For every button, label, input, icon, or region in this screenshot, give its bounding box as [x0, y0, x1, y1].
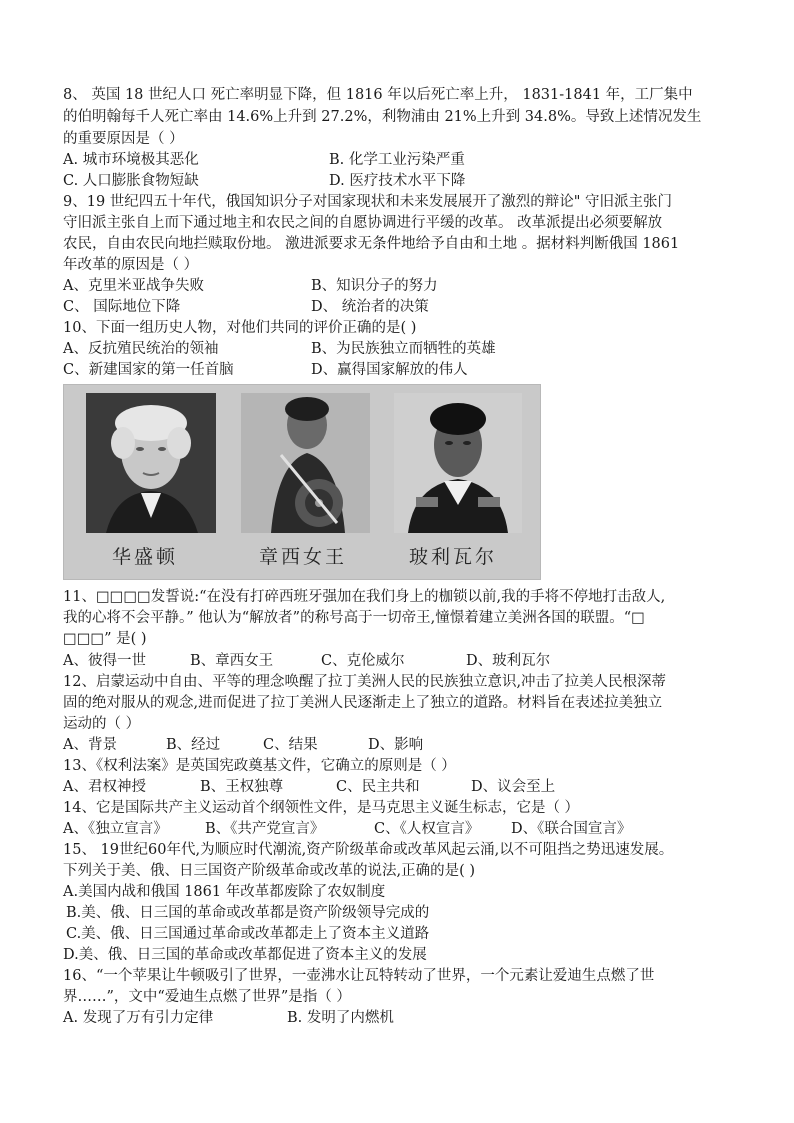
q8-stem-line2: 的伯明翰每千人死亡率由 14.6%上升到 27.2%，利物浦由 21%上升到 34.8%。导致上述情况发生 — [63, 109, 702, 125]
q11-stem-line3: □□□” 是( ) — [63, 631, 147, 647]
q8-option-c: C. 人口膨胀食物短缺 — [63, 173, 199, 189]
q12-stem-line1: 12、启蒙运动中自由、平等的理念唤醒了拉丁美洲人民的民族独立意识,冲击了拉美人民根深蒂 — [63, 674, 667, 690]
q11-option-c: C、克伦威尔 — [321, 653, 405, 669]
q8-stem-line1: 8、 英国 18 世纪人口 死亡率明显下降，但 1816 年以后死亡率上升， 1831-1841 年，工厂集中 — [63, 87, 693, 103]
q9-stem-line2: 守旧派主张自上而下通过地主和农民之间的自愿协调进行平缓的改革。 改革派提出必须要解放 — [63, 215, 663, 231]
q13-stem-line1: 13、《权利法案》是英国宪政奠基文件，它确立的原则是（ ） — [63, 758, 456, 774]
q14-option-b: B、《共产党宣言》 — [205, 821, 325, 837]
q15-stem-line2: 下列关于美、俄、日三国资产阶级革命或改革的说法,正确的是( ) — [63, 863, 476, 879]
q12-option-b: B、经过 — [166, 737, 221, 753]
q9-option-d: D、 统治者的决策 — [311, 299, 429, 315]
q14-stem-line1: 14、它是国际共产主义运动首个纲领性文件，是马克思主义诞生标志，它是（ ） — [63, 800, 580, 816]
q10-option-d: D、赢得国家解放的伟人 — [311, 362, 468, 378]
q12-stem-line3: 运动的（ ） — [63, 716, 141, 732]
q15-option-b: B.美、俄、日三国的革命或改革都是资产阶级领导完成的 — [66, 905, 430, 921]
q13-option-d: D、议会至上 — [471, 779, 556, 795]
q15-option-d: D.美、俄、日三国的革命或改革都促进了资本主义的发展 — [63, 947, 427, 963]
q16-stem-line1: 16、“一个苹果让牛顿吸引了世界，一壶沸水让瓦特转动了世界，一个元素让爱迪生点燃了世 — [63, 968, 655, 984]
q11-stem-line1: 11、□□□□发誓说:“在没有打碎西班牙强加在我们身上的枷锁以前,我的手将不停地打击敌人, — [63, 589, 666, 605]
q12-option-a: A、背景 — [63, 737, 117, 753]
q9-option-a: A、克里米亚战争失败 — [63, 278, 204, 294]
q11-option-a: A、彼得一世 — [63, 653, 146, 669]
q11-option-b: B、章西女王 — [190, 653, 274, 669]
q9-stem-line4: 年改革的原因是（ ） — [63, 257, 199, 273]
q15-stem-line1: 15、 19世纪60年代,为顺应时代潮流,资产阶级革命或改革风起云涌,以不可阻挡之势迅速发展。 — [63, 842, 674, 858]
q14-option-d: D、《联合国宣言》 — [511, 821, 632, 837]
portraits-image — [63, 384, 541, 580]
q9-stem-line3: 农民，自由农民向地拦赎取份地。 激进派要求无条件地给予自由和土地 。据材料判断俄国 1861 — [63, 236, 680, 252]
caption-washington: 华盛顿 — [112, 546, 179, 568]
q13-option-c: C、民主共和 — [336, 779, 420, 795]
q12-stem-line2: 固的绝对服从的观念,进而促进了拉丁美洲人民逐渐走上了独立的道路。材料旨在表述拉美独立 — [63, 695, 663, 711]
q15-option-c: C.美、俄、日三国通过革命或改革都走上了资本主义道路 — [66, 926, 430, 942]
q10-option-b: B、为民族独立而牺牲的英雄 — [311, 341, 496, 357]
q16-option-b: B. 发明了内燃机 — [287, 1010, 394, 1026]
q9-option-b: B、知识分子的努力 — [311, 278, 438, 294]
q11-stem-line2: 我的心将不会平静。” 他认为“解放者”的称号高于一切帝王,憧憬着建立美洲各国的联盟。“□ — [63, 610, 645, 626]
q12-option-d: D、影响 — [368, 737, 424, 753]
caption-queen-jhansi: 章西女王 — [259, 546, 348, 568]
q11-option-d: D、玻利瓦尔 — [466, 653, 551, 669]
q16-stem-line2: 界……”，文中“爱迪生点燃了世界”是指（ ） — [63, 989, 351, 1005]
q14-option-c: C、《人权宣言》 — [374, 821, 480, 837]
q13-option-a: A、君权神授 — [63, 779, 146, 795]
q8-option-d: D. 医疗技术水平下降 — [329, 173, 466, 189]
q10-stem-line1: 10、下面一组历史人物，对他们共同的评价正确的是( ) — [63, 320, 417, 336]
q16-option-a: A. 发现了万有引力定律 — [63, 1010, 214, 1026]
q9-option-c: C、 国际地位下降 — [63, 299, 181, 315]
caption-bolivar: 玻利瓦尔 — [409, 546, 498, 568]
q14-option-a: A、《独立宣言》 — [63, 821, 168, 837]
q13-option-b: B、王权独尊 — [200, 779, 284, 795]
q15-option-a: A.美国内战和俄国 1861 年改革都废除了农奴制度 — [63, 884, 386, 900]
portrait-bolivar — [394, 393, 522, 533]
q12-option-c: C、结果 — [263, 737, 318, 753]
q8-stem-line3: 的重要原因是（ ） — [63, 131, 184, 147]
q8-option-a: A. 城市环境极其恶化 — [63, 152, 199, 168]
portrait-washington — [86, 393, 216, 533]
q10-option-c: C、新建国家的第一任首脑 — [63, 362, 234, 378]
q9-stem-line1: 9、19 世纪四五十年代，俄国知识分子对国家现状和未来发展展开了激烈的辩论" 守旧派主张门 — [63, 194, 673, 210]
portrait-queen-jhansi — [241, 393, 370, 533]
q10-option-a: A、反抗殖民统治的领袖 — [63, 341, 219, 357]
q8-option-b: B. 化学工业污染严重 — [329, 152, 465, 168]
